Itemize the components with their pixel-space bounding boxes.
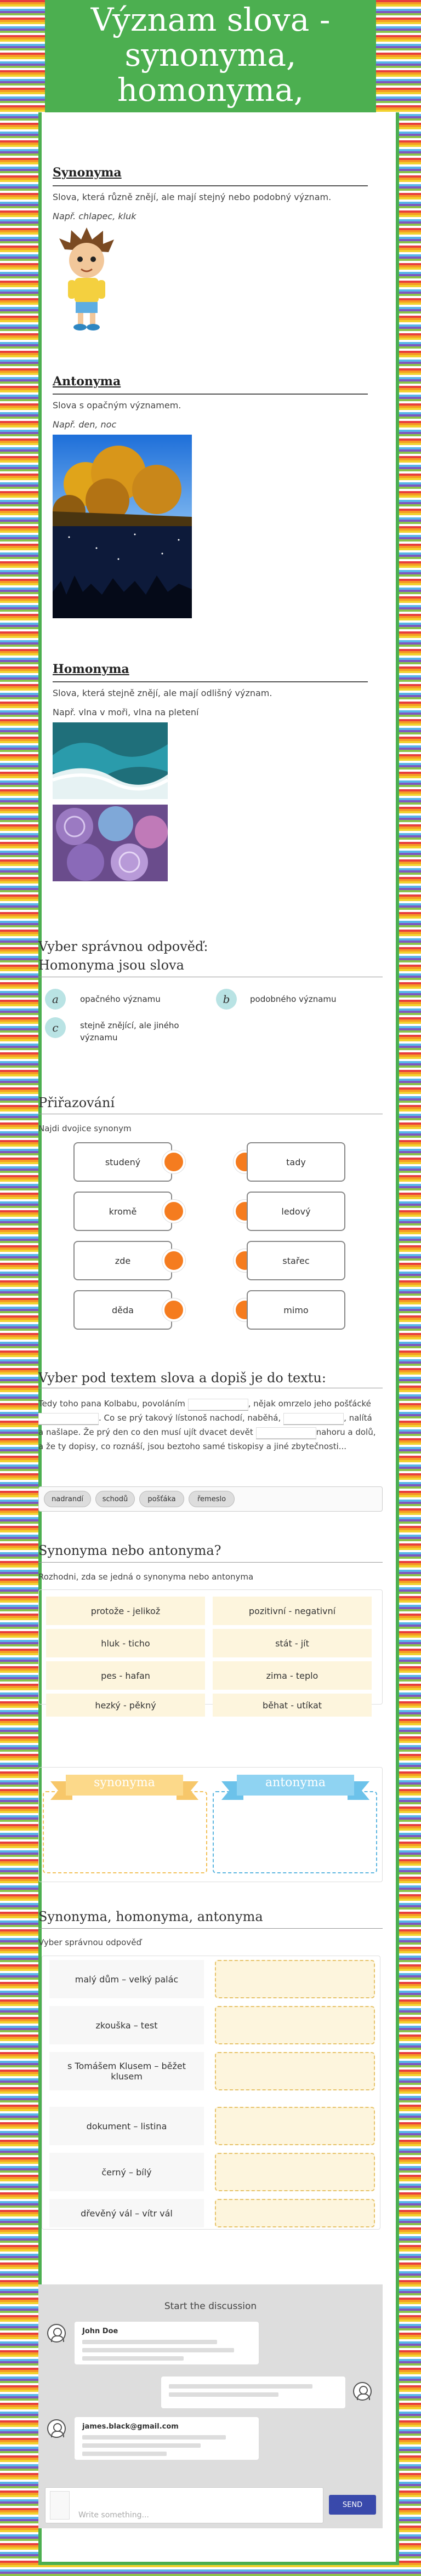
phrase-row: malý dům – velký palác	[49, 1960, 204, 1998]
synonyma-desc: Slova, která různě znějí, ale mají stejný nebo podobný význam.	[53, 192, 332, 202]
option-a[interactable]: a	[45, 989, 66, 1010]
card[interactable]: stát - jít	[213, 1629, 372, 1657]
pair-right-3[interactable]: mimo	[247, 1290, 345, 1330]
phrase-row: zkouška – test	[49, 2006, 204, 2044]
blank-slot[interactable]	[283, 1413, 344, 1425]
text-part: Tedy toho pana Kolbabu, povoláním	[38, 1399, 185, 1409]
card[interactable]: zima - teplo	[213, 1661, 372, 1690]
divider	[53, 185, 368, 186]
quiz4-title: Synonyma nebo antonyma?	[38, 1543, 221, 1558]
text-part: , nějak omrzelo jeho pošťácké	[248, 1399, 371, 1409]
text-part: nahoru a dolů, a že ty dopisy, co roznáší, jsou beztoho samé tiskopisy a jiné zbytečnosti...	[38, 1427, 376, 1451]
comment-input-gutter	[50, 2491, 70, 2520]
quiz5-title: Synonyma, homonyma, antonyma	[38, 1909, 263, 1924]
synonyma-example: Např. chlapec, kluk	[53, 211, 136, 221]
boy-illustration	[54, 227, 120, 332]
card[interactable]: hluk - ticho	[46, 1629, 205, 1657]
comment-author: james.black@gmail.com	[82, 2423, 179, 2431]
connector-dot[interactable]	[162, 1200, 185, 1223]
connector-dot[interactable]	[162, 1249, 185, 1272]
quiz1-title: Vyber správnou odpověď:	[38, 939, 208, 954]
discussion-title: Start the discussion	[164, 2301, 257, 2312]
pair-right-0[interactable]: tady	[247, 1142, 345, 1182]
word-chip[interactable]: nadrandí	[44, 1491, 91, 1507]
divider	[53, 394, 368, 395]
pair-left-1[interactable]: kromě	[73, 1192, 172, 1231]
title-banner	[45, 0, 376, 118]
blank-slot[interactable]	[188, 1399, 248, 1411]
night-image	[53, 526, 192, 618]
card[interactable]: běhat - utíkat	[213, 1694, 372, 1717]
card[interactable]: pozitivní - negativní	[213, 1597, 372, 1625]
word-chip[interactable]: schodů	[95, 1491, 135, 1507]
comment-author: John Doe	[82, 2327, 118, 2335]
quiz2-instruction: Najdi dvojice synonym	[38, 1124, 132, 1133]
comment-line	[169, 2384, 312, 2389]
quiz2-title: Přiřazování	[38, 1095, 115, 1110]
day-image	[53, 435, 192, 527]
user-avatar-icon	[353, 2382, 372, 2401]
option-b[interactable]: b	[216, 989, 237, 1010]
answer-slot[interactable]	[215, 1960, 375, 1998]
wave-image	[53, 722, 168, 799]
phrase-row: dřevěný vál – vítr vál	[49, 2199, 204, 2227]
reply-bubble	[161, 2376, 345, 2408]
answer-slot[interactable]	[215, 2052, 375, 2090]
comment-line	[82, 2435, 226, 2440]
option-b-text: podobného významu	[250, 994, 337, 1004]
option-c[interactable]: c	[45, 1017, 66, 1038]
divider	[38, 1562, 383, 1563]
user-avatar-icon	[47, 2419, 66, 2438]
quiz5-instruction: Vyber správnou odpověď	[38, 1937, 141, 1947]
comment-bubble	[75, 2322, 259, 2364]
comment-line	[82, 2443, 201, 2448]
pair-left-3[interactable]: děda	[73, 1290, 172, 1330]
comment-input[interactable]	[45, 2487, 323, 2523]
option-c-text: stejně znějící, ale jiného významu	[80, 1021, 179, 1042]
answer-slot[interactable]	[215, 2153, 375, 2191]
answer-slot[interactable]	[215, 2006, 375, 2044]
comment-line	[169, 2392, 278, 2397]
homonyma-heading: Homonyma	[53, 662, 129, 676]
quiz4-instruction: Rozhodni, zda se jedná o synonyma nebo antonyma	[38, 1572, 254, 1582]
quiz1-question: Homonyma jsou slova	[38, 958, 184, 973]
homonyma-desc: Slova, která stejně znějí, ale mají odlišný význam.	[53, 688, 272, 698]
pair-left-0[interactable]: studený	[73, 1142, 172, 1182]
word-chip[interactable]: řemeslo	[189, 1491, 235, 1507]
comment-line	[82, 2348, 234, 2352]
comment-line	[82, 2452, 167, 2456]
word-chip[interactable]: pošťáka	[139, 1491, 184, 1507]
phrase-row: s Tomášem Klusem – běžet klusem	[49, 2052, 204, 2090]
pair-right-2[interactable]: stařec	[247, 1241, 345, 1280]
page-title: Význam slova - synonyma, homonyma,	[90, 1, 331, 109]
phrase-row: černý – bílý	[49, 2153, 204, 2191]
card[interactable]: hezký - pěkný	[46, 1694, 205, 1717]
blank-slot[interactable]	[256, 1427, 316, 1439]
blank-slot[interactable]	[38, 1413, 99, 1425]
synonyma-heading: Synonyma	[53, 166, 122, 180]
comment-line	[82, 2356, 184, 2361]
connector-dot[interactable]	[162, 1150, 185, 1173]
antonyma-heading: Antonyma	[53, 374, 121, 389]
divider	[53, 681, 368, 682]
comment-placeholder: Write something...	[78, 2511, 149, 2520]
phrase-row: dokument – listina	[49, 2107, 204, 2145]
antonyma-desc: Slova s opačným významem.	[53, 400, 181, 411]
connector-dot[interactable]	[162, 1298, 185, 1321]
text-part: , nalítá a našlape. Že prý den co den musí ujít dvacet devět	[38, 1413, 372, 1437]
answer-slot[interactable]	[215, 2107, 375, 2145]
homonyma-example: Např. vlna v moři, vlna na pletení	[53, 707, 199, 717]
pair-right-1[interactable]: ledový	[247, 1192, 345, 1231]
card[interactable]: pes - hafan	[46, 1661, 205, 1690]
antonyma-label: antonyma	[265, 1776, 326, 1789]
card[interactable]: protože - jelikož	[46, 1597, 205, 1625]
comment-line	[82, 2340, 217, 2344]
comment-bubble	[75, 2417, 259, 2460]
text-part: . Co se prý takový lístonoš nachodí, naběhá,	[99, 1413, 281, 1423]
user-avatar-icon	[47, 2324, 66, 2343]
synonyma-label: synonyma	[94, 1776, 155, 1789]
wool-image	[53, 805, 168, 881]
pair-left-2[interactable]: zde	[73, 1241, 172, 1280]
answer-slot[interactable]	[215, 2199, 375, 2227]
antonyma-example: Např. den, noc	[53, 419, 117, 430]
divider	[38, 1928, 383, 1929]
quiz3-title: Vyber pod textem slova a dopiš je do textu:	[38, 1370, 326, 1386]
send-button[interactable]: SEND	[329, 2495, 376, 2515]
fill-text	[38, 1397, 378, 1454]
option-a-text: opačného významu	[80, 994, 161, 1004]
